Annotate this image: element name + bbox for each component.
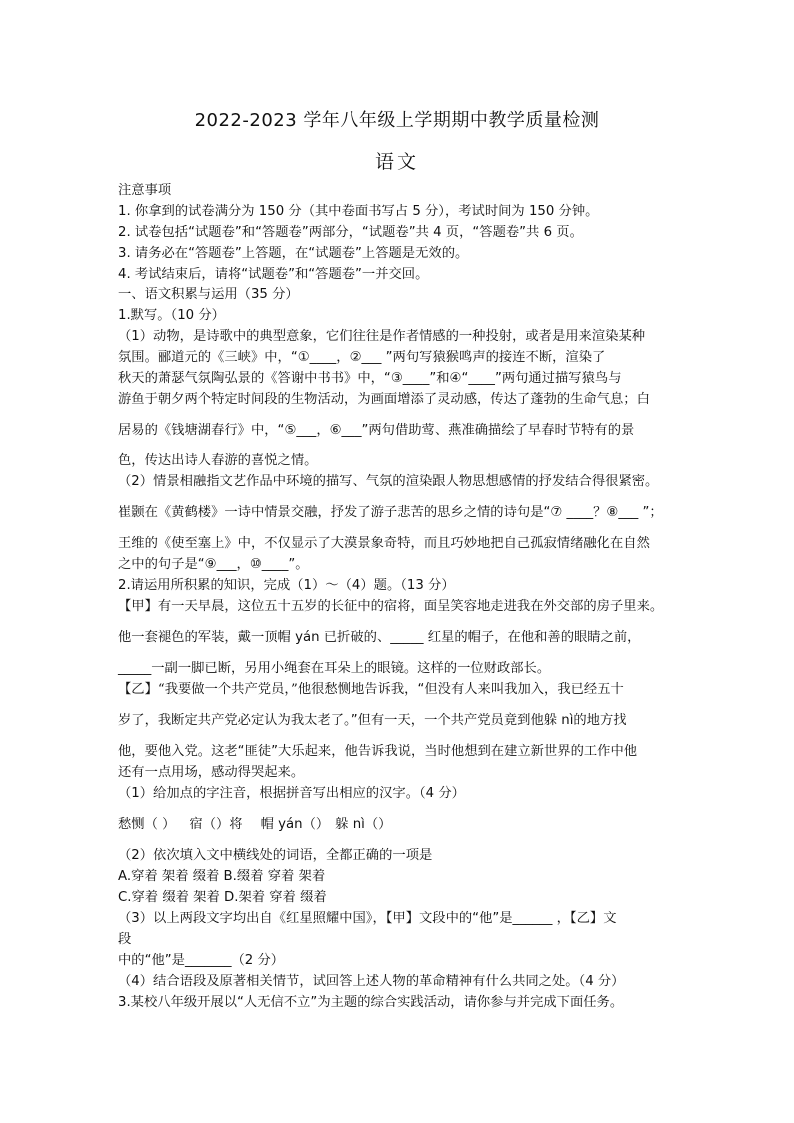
paragraph-line: 秋天的萧瑟气氛陶弘景的《答谢中书书》中，“③____”和④“____”两句通过描写猿鸟与: [118, 371, 622, 386]
option-line: C.穿着 缀着 架着 D.架着 穿着 缀着: [118, 890, 327, 905]
answer-blank[interactable]: ③____: [390, 371, 430, 386]
sub-question-answers: 愁恻（ ） 宿（）将 帽 yán（） 躲 nì（）: [118, 817, 392, 832]
question-title: 1.默写。（10 分）: [118, 308, 225, 323]
answer-blank[interactable]: _____: [118, 661, 152, 676]
paragraph-line: （2）情景相融指文艺作品中环境的描写、气氛的渲染跟人物思想感情的抒发结合得很紧密。: [118, 474, 659, 489]
sub-question: 段: [118, 932, 132, 947]
sub-question: （3）以上两段文字均出自《红星照耀中国》，【甲】文段中的“他”是______ ，【乙】文: [118, 911, 617, 926]
passage-b-line: 【乙】“我要做一个共产党员，”他很愁恻地告诉我，“但没有人来叫我加入，我已经五十: [118, 682, 624, 697]
paragraph-line: 之中的句子是“⑨___，⑩____”。: [118, 557, 309, 572]
passage-a-line: _____一副一脚已断，另用小绳套在耳朵上的眼镜。这样的一位财政部长。: [118, 661, 551, 676]
question-title: 3.某校八年级开展以“人无信不立”为主题的综合实践活动，请你参与并完成下面任务。: [118, 995, 624, 1010]
answer-blank[interactable]: ②___: [349, 350, 382, 365]
answer-blank[interactable]: ______: [512, 911, 553, 926]
passage-b-line: 还有一点用场，感动得哭起来。: [118, 765, 305, 780]
paragraph-line: 氛围。郦道元的《三峡》中，“①____，②___ ”两句写猿猴鸣声的接连不断，渲染了: [118, 350, 606, 365]
passage-b-line: 岁了，我断定共产党必定认为我太老了。”但有一天，一个共产党员竟到他躲 nì的地方找: [118, 713, 627, 728]
paragraph-line: 王维的《使至塞上》中，不仅显示了大漠景象奇特，而且巧妙地把自己孤寂情绪融化在自然: [118, 536, 650, 551]
paragraph-line: 游鱼于朝夕两个特定时间段的生物活动，为画面增添了灵动感，传达了蓬勃的生命气息；白: [118, 392, 650, 407]
sub-question: （1）给加点的字注音，根据拼音写出相应的汉字。（4 分）: [118, 786, 465, 801]
section-heading: 一、语文积累与运用（35 分）: [118, 287, 299, 302]
notes-heading: 注意事项: [118, 183, 172, 198]
answer-blank[interactable]: _____: [390, 630, 424, 645]
answer-blank[interactable]: ⑤___，⑥___: [284, 423, 362, 438]
paragraph-line: （1）动物，是诗歌中的典型意象，它们往往是作者情感的一种投射，或者是用来渲染某种: [118, 329, 646, 344]
notes-item: 2. 试卷包括“试题卷”和“答题卷”两部分，“试题卷”共 4 页，“答题卷”共 6 页。: [118, 225, 583, 240]
answer-blank[interactable]: _______: [184, 953, 232, 968]
passage-a-line: 【甲】有一天早晨，这位五十五岁的长征中的宿将，面呈笑容地走进我在外交部的房子里来。: [118, 599, 664, 614]
notes-item: 1. 你拿到的试卷满分为 150 分（其中卷面书写占 5 分），考试时间为 150 分钟。: [118, 204, 599, 219]
answer-blank[interactable]: ____: [468, 371, 495, 386]
exam-title: 2022-2023 学年八年级上学期期中教学质量检测: [194, 110, 600, 131]
paragraph-line: 色，传达出诗人春游的喜悦之情。: [118, 453, 318, 468]
paragraph-line: 崔颢在《黄鹤楼》一诗中情景交融，抒发了游子悲苦的思乡之情的诗句是“⑦ ____？⑧___ ”；: [118, 505, 663, 520]
sub-question: （4）结合语段及原著相关情节，试回答上述人物的革命精神有什么共同之处。（4 分）: [118, 974, 625, 989]
notes-item: 3. 请务必在“答题卷”上答题，在“试题卷”上答题是无效的。: [118, 246, 469, 261]
answer-blank[interactable]: ____？⑧___: [566, 505, 639, 520]
sub-question: （2）依次填入文中横线处的词语，全都正确的一项是: [118, 848, 433, 863]
paragraph-line: 居易的《钱塘湖春行》中，“⑤___，⑥___”两句借助莺、燕准确描绘了早春时节特有的景: [118, 423, 635, 438]
sub-question: 中的“他”是_______（2 分）: [118, 953, 285, 968]
notes-item: 4. 考试结束后，请将“试题卷”和“答题卷”一并交回。: [118, 267, 429, 282]
passage-b-line: 他，要他入党。这老“匪徒”大乐起来，他告诉我说，当时他想到在建立新世界的工作中他: [118, 744, 638, 759]
option-line: A.穿着 架着 缀着 B.缀着 穿着 架着: [118, 869, 326, 884]
answer-blank[interactable]: ①____，: [297, 350, 350, 365]
answer-blank[interactable]: ⑨___，⑩____: [204, 557, 289, 572]
exam-subject: 语文: [374, 151, 419, 173]
passage-a-line: 他一套褪色的军装，戴一顶帽 yán 已折破的、_____ 红星的帽子，在他和善的眼睛之前，: [118, 630, 641, 645]
question-title: 2.请运用所积累的知识，完成（1）～（4）题。（13 分）: [118, 578, 455, 593]
